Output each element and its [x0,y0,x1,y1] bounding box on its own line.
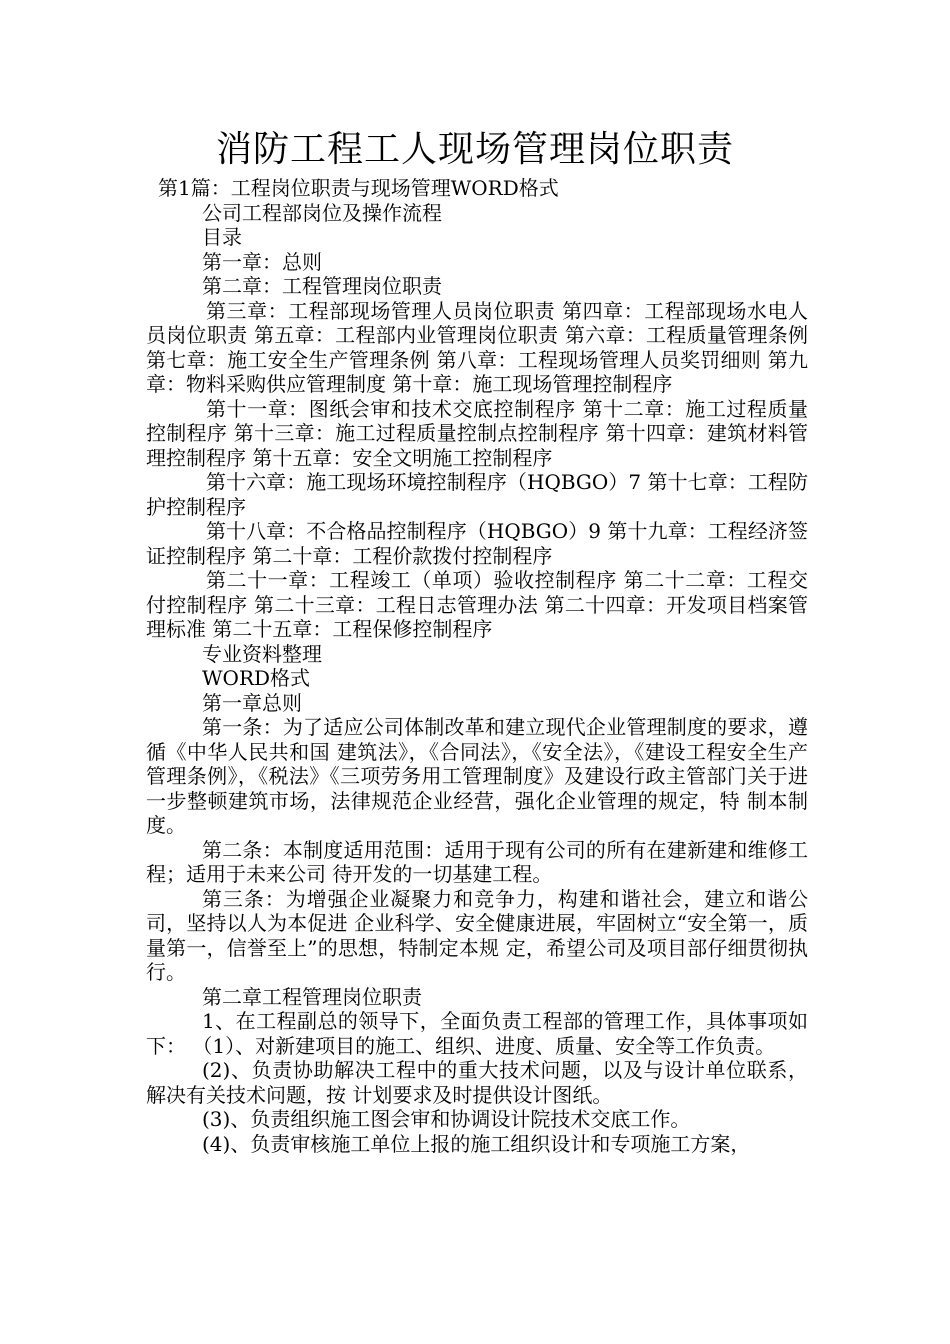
paragraph: (2)、负责协助解决工程中的重大技术问题，以及与设计单位联系，解决有关技术问题，按 计划要求及时提供设计图纸。 [146,1058,808,1107]
chapter-heading: 第一章总则 [202,690,302,715]
paragraph: 第三条：为增强企业凝聚力和竞争力，构建和谐社会，建立和谐公司，坚持以人为本促进 企业科学、安全健康进展，牢固树立“安全第一，质量第一，信誉至上”的思想，特制定本规 定，希望公司及项目部仔细贯彻执行。 [146,886,808,984]
paragraph: (4)、负责审核施工单位上报的施工组织设计和专项施工方案， [202,1131,751,1156]
chapter-heading: 第二章工程管理岗位职责 [202,984,422,1009]
document-body [146,176,808,1156]
section-heading: 第1篇：工程岗位职责与现场管理WORD格式 [158,176,559,200]
paragraph: (3)、负责组织施工图会审和协调设计院技术交底工作。 [202,1107,691,1131]
toc-entry: 第二十一章：工程竣工（单项）验收控制程序 第二十二章：工程交付控制程序 第二十三章：工程日志管理办法 第二十四章：开发项目档案管理标准 第二十五章：工程保修控制程序 [146,568,808,641]
paragraph: WORD格式 [202,666,311,690]
document-title: 消防工程工人现场管理岗位职责 [215,129,734,170]
paragraph: 1、在工程副总的领导下，全面负责工程部的管理工作，具体事项如下： （1）、对新建项目的施工、组织、进度、质量、安全等工作负责。 [146,1009,808,1058]
paragraph: 第二条：本制度适用范围：适用于现有公司的所有在建新建和维修工程；适用于未来公司 待开发的一切基建工程。 [146,837,808,886]
paragraph: 专业资料整理 [202,641,322,666]
paragraph: 第一条：为了适应公司体制改革和建立现代企业管理制度的要求，遵循《中华人民共和国 建筑法》，《合同法》，《安全法》，《建设工程安全生产管理条例》，《税法》《三项劳务用工管理制度》及建设行政主管部门关于进一步整顿建筑市场，法律规范企业经营，强化企业管理的规定，特 制本制度。 [146,715,808,837]
toc-entry: 第二章：工程管理岗位职责 [202,274,442,298]
toc-entry: 第三章：工程部现场管理人员岗位职责 第四章：工程部现场水电人员岗位职责 第五章：工程部内业管理岗位职责 第六章：工程质量管理条例 第七章：施工安全生产管理条例 第八章：工程现场管理人员奖罚细则 第九章：物料采购供应管理制度 第十章：施工现场管理控制程序 [146,298,808,396]
toc-heading: 目录 [202,225,242,249]
toc-entry: 第十一章：图纸会审和技术交底控制程序 第十二章：施工过程质量控制程序 第十三章：施工过程质量控制点控制程序 第十四章：建筑材料管理控制程序 第十五章：安全文明施工控制程序 [146,396,808,470]
toc-entry: 第十六章：施工现场环境控制程序（HQBGO）7 第十七章：工程防护控制程序 [146,470,808,519]
toc-entry: 第一章：总则 [202,249,322,274]
paragraph: 公司工程部岗位及操作流程 [202,200,442,225]
toc-entry: 第十八章：不合格品控制程序（HQBGO）9 第十九章：工程经济签证控制程序 第二十章：工程价款拨付控制程序 [146,519,808,568]
